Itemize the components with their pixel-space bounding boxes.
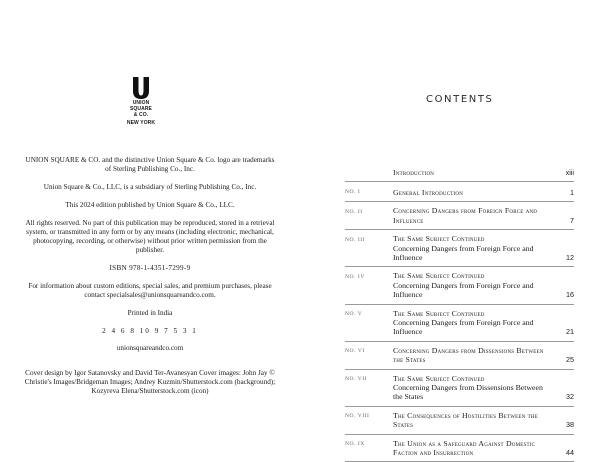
trademark-notice: UNION SQUARE & CO. and the distinctive Union Square & Co. logo are trademarks of Sterling Publishing Co., Inc. — [25, 156, 275, 174]
toc-title-main: The Consequences of Hostilities Between the States — [393, 410, 538, 430]
toc-entry[interactable] — [345, 435, 574, 462]
toc-number: NO. V — [345, 311, 363, 318]
toc-number: NO. VI — [345, 348, 365, 355]
toc-number: NO. VIII — [345, 413, 370, 420]
toc-title-main: Concerning Dangers from Foreign Force and Influence — [393, 206, 538, 225]
toc-entry[interactable] — [345, 202, 574, 230]
cover-credits: Cover design by Igor Satanovsky and David Ter-Avanesyan Cover images: John Jay © Christie's Images/Bridgeman Images; Andrey Kuzmin/Shutterstock.com (background); Kozyreva Elena/Shutterstock.com (icon) — [24, 368, 276, 395]
toc-page-number: 1 — [570, 187, 574, 197]
toc-title — [393, 439, 550, 458]
union-square-u-icon — [130, 76, 152, 100]
contents-heading: CONTENTS — [426, 94, 494, 105]
toc-entry[interactable] — [345, 182, 574, 202]
toc-title-main: Introduction — [393, 168, 435, 177]
copyright-page — [0, 0, 300, 457]
toc-title — [393, 206, 550, 225]
toc-page-number: 25 — [566, 355, 574, 365]
toc-title — [393, 309, 550, 337]
sales-notice: For information about custom editions, special sales, and premium purchases, please contact specialsales@unionsquareandco.com. — [28, 281, 272, 299]
toc-title-sub: Concerning Dangers from Dissensions Between the States — [393, 383, 543, 402]
toc-page-number: 32 — [566, 392, 574, 402]
toc-title-sub: Concerning Dangers from Foreign Force and Influence — [393, 317, 534, 337]
printed-in: Printed in India — [127, 308, 173, 317]
toc-title-main: The Same Subject Continued — [393, 271, 485, 281]
toc-title — [393, 234, 550, 262]
toc-title — [393, 188, 550, 197]
toc-page-number: xiii — [565, 168, 574, 177]
toc-title-main: The Same Subject Continued — [393, 234, 485, 244]
toc-number: NO. IV — [345, 273, 365, 280]
toc-number: NO. I — [345, 188, 361, 195]
toc-title — [393, 346, 550, 365]
toc-entry[interactable] — [345, 342, 574, 370]
toc-title-sub: Concerning Dangers from Foreign Force and Influence — [393, 243, 534, 262]
toc-title-main: The Same Subject Continued — [393, 308, 485, 318]
toc-entry[interactable] — [345, 267, 574, 304]
print-line: 2 4 6 8 10 9 7 5 3 1 — [102, 326, 198, 335]
toc-entry[interactable] — [345, 168, 574, 182]
toc-title-main: The Same Subject Continued — [393, 373, 485, 383]
toc-entry[interactable] — [345, 230, 574, 267]
toc-entry[interactable] — [345, 305, 574, 342]
toc-page-number: 21 — [566, 327, 574, 337]
toc-entry[interactable] — [345, 407, 574, 435]
toc-title — [393, 168, 550, 177]
logo-line-1: UNION — [132, 100, 150, 106]
copyright-text — [24, 156, 276, 405]
toc-title-sub: Concerning Dangers from Foreign Force and Influence — [393, 280, 534, 300]
toc-number: NO. IX — [345, 441, 365, 448]
toc-page-number: 44 — [566, 448, 574, 458]
toc-entry[interactable] — [345, 370, 574, 407]
toc-title-main: General Introduction — [393, 187, 464, 197]
toc-title — [393, 374, 550, 402]
toc-title — [393, 411, 550, 430]
logo-city: NEW YORK — [126, 120, 156, 126]
table-of-contents — [345, 168, 574, 462]
publisher-logo — [118, 76, 164, 126]
rights-notice: All rights reserved. No part of this publication may be reproduced, stored in a retrieval system, or transmitted in any form or by any means (including electronic, mechanical, photocopying, recording, or otherwise) without prior written permission from the publisher. — [25, 218, 275, 255]
toc-title — [393, 271, 550, 299]
logo-line-2: SQUARE — [130, 106, 152, 112]
toc-number — [345, 168, 393, 170]
toc-page-number: 38 — [566, 420, 574, 430]
toc-page-number: 7 — [570, 215, 574, 225]
logo-line-3: & CO. — [133, 112, 149, 118]
toc-title-main: The Union as a Safeguard Against Domestic Faction and Insurrection — [393, 438, 536, 458]
toc-title-main: Concerning Dangers from Dissensions Between the States — [393, 345, 544, 365]
website: unionsquareandco.com — [116, 344, 184, 353]
isbn: ISBN 978-1-4351-7299-9 — [109, 264, 191, 272]
toc-number: NO. VII — [345, 376, 368, 383]
edition-notice: This 2024 edition published by Union Square & Co., LLC. — [65, 200, 235, 209]
toc-page-number: 16 — [566, 290, 574, 300]
toc-number: NO. II — [345, 208, 363, 215]
toc-page-number: 12 — [566, 252, 574, 262]
toc-number: NO. III — [345, 236, 365, 243]
subsidiary-notice: Union Square & Co., LLC, is a subsidiary of Sterling Publishing Co., Inc. — [43, 183, 257, 191]
